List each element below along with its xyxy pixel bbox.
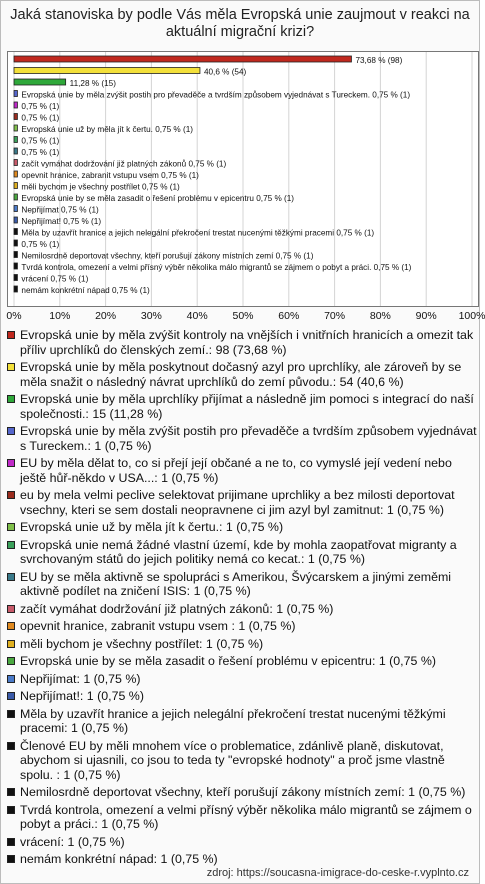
legend-label: Evropská unie nemá žádné vlastní území, kde by mohla zaopatřovat migranty a svrchovaným států do jejich politiky nemá co kecat.: 1 (0,75 %)	[20, 537, 457, 566]
legend-item	[7, 328, 477, 357]
bar-label: Evropská unie už by měla jít k čertu. 0,75 % (1)	[21, 125, 193, 134]
bar	[14, 194, 17, 200]
x-tick-label: 100%	[458, 310, 485, 322]
legend-swatch	[7, 675, 15, 683]
legend-label: opevnit hranice, zabranit vstupu vsem : 1 (0,75 %)	[20, 619, 296, 633]
legend-item	[7, 672, 477, 687]
bar-label: 0,75 % (1)	[21, 136, 60, 146]
x-tick-label: 60%	[278, 310, 300, 322]
bar-label: 0,75 % (1)	[21, 240, 60, 249]
legend-swatch	[7, 788, 15, 796]
bar-label: Nepřijímat 0,75 % (1)	[21, 205, 99, 215]
legend-item	[7, 360, 477, 389]
bar-label: Měla by uzavřít hranice a jejich nelegální překročení trestat nucenými těžkými pracemi 0,75 % (1)	[21, 228, 375, 238]
bar	[14, 148, 17, 154]
bar-label: Tvrdá kontrola, omezení a velmi přísný výběr několika málo migrantů se zájmem o pobyt a práci. 0,75 % (1)	[21, 263, 412, 272]
legend-label: vrácení: 1 (0,75 %)	[20, 834, 125, 849]
chart-legend	[7, 328, 477, 870]
legend-item	[7, 852, 477, 867]
x-tick-label: 50%	[232, 310, 254, 322]
legend-swatch	[7, 640, 15, 648]
bar-label: Evropská unie by měla zvýšit postih pro převaděče a tvrdším způsobem vyjednávat s Tureckem. 0,75 % (1)	[21, 90, 411, 100]
legend-swatch	[7, 605, 15, 613]
legend-label: Nemilosrdně deportovat všechny, kteří porušují zákony místních zemí: 1 (0,75 %)	[20, 785, 466, 799]
legend-label: měli bychom je všechny postřílet: 1 (0,75 %)	[20, 636, 264, 651]
legend-label: Evropská unie by měla zvýšit postih pro převaděče a tvrdším způsobem vyjednávat s Tureckem.: 1 (0,75 %)	[20, 424, 477, 453]
x-tick-label: 80%	[369, 310, 391, 322]
bar	[14, 171, 17, 177]
source-credit: zdroj: https://soucasna-imigrace-do-ceske-r.vyplnto.cz	[206, 867, 469, 879]
legend-item	[7, 637, 477, 652]
bar	[14, 68, 200, 74]
x-tick-label: 0%	[6, 310, 22, 322]
legend-label: EU by měla dělat to, co si přejí její občané a ne to, co vymyslé její vedení nebo ještě hůř-někdo v USA...: 1 (0,75 %)	[20, 456, 452, 485]
legend-swatch	[7, 622, 15, 630]
x-tick-label: 70%	[324, 310, 346, 322]
legend-swatch	[7, 742, 15, 750]
bar-label: 11,28 % (15)	[69, 79, 116, 88]
bar-label: 0,75 % (1)	[21, 113, 60, 123]
bar-label: 73,68 % (98)	[355, 56, 403, 65]
legend-label: nemám konkrétní nápad: 1 (0,75 %)	[20, 852, 218, 866]
bar-label: nemám konkrétní nápad 0,75 % (1)	[21, 286, 150, 295]
plot-area	[7, 51, 479, 307]
legend-swatch	[7, 427, 15, 435]
bar-label: Nemilosrdně deportovat všechny, kteří porušují zákony místních zemí 0,75 % (1)	[21, 251, 314, 261]
legend-swatch	[7, 491, 15, 499]
bar	[14, 137, 17, 143]
bar-label: měli bychom je všechny postřílet 0,75 % (1)	[21, 182, 180, 192]
bar	[14, 263, 17, 269]
legend-item	[7, 456, 477, 485]
legend-swatch	[7, 541, 15, 549]
legend-label: Evropská unie by se měla zasadit o řešení problému v epicentru: 1 (0,75 %)	[20, 654, 436, 668]
legend-swatch	[7, 838, 15, 846]
bar-label: Evropská unie by se měla zasadit o řešení problému v epicentru 0,75 % (1)	[21, 194, 295, 203]
legend-label: Evropská unie by měla uprchlíky přijímat a následně jim pomoci s integrací do naší společnosti.: 15 (11,28 %)	[20, 392, 474, 421]
legend-item	[7, 689, 477, 704]
legend-label: Tvrdá kontrola, omezení a velmi přísný výběr několika málo migrantů se zájmem o pobyt a práci.: 1 (0,75 %)	[20, 802, 472, 831]
x-axis-tick-labels	[1, 310, 485, 324]
bar	[14, 160, 17, 166]
bar	[14, 206, 17, 212]
legend-label: Nepřijímat: 1 (0,75 %)	[20, 671, 141, 686]
legend-label: Evropská unie by měla poskytnout dočasný azyl pro uprchlíky, ale zároveň by se měla snažit o následný návrat uprchlíků do zemí původu.: 54 (40,6 %)	[20, 360, 462, 389]
legend-item	[7, 803, 477, 832]
legend-swatch	[7, 710, 15, 718]
legend-swatch	[7, 363, 15, 371]
bar	[14, 286, 17, 292]
bar	[14, 91, 17, 97]
bar	[14, 102, 17, 108]
legend-swatch	[7, 459, 15, 467]
bar	[14, 229, 17, 235]
bar-label: 0,75 % (1)	[21, 102, 60, 111]
legend-swatch	[7, 331, 15, 339]
legend-item	[7, 538, 477, 567]
x-tick-label: 40%	[186, 310, 208, 322]
legend-item	[7, 520, 477, 535]
legend-label: Měla by uzavřít hranice a jejich nelegální překročení trestat nucenými těžkými pracemi: 1 (0,75 %)	[20, 706, 446, 735]
legend-label: Evropská unie už by měla jít k čertu.: 1 (0,75 %)	[20, 520, 284, 534]
legend-label: Členové EU by měli mnohem více o problematice, zdánlivě planě, diskutovat, abychom si ujasnili, co jsou to teda ty "evropské hodnoty" a proč jsme vlastně spolu. : 1 (0,75 %)	[20, 738, 445, 782]
legend-item	[7, 654, 477, 669]
bar	[14, 217, 17, 223]
legend-item	[7, 602, 477, 617]
x-tick-label: 90%	[415, 310, 437, 322]
bar-label: 40,6 % (54)	[203, 67, 247, 77]
bar	[14, 275, 17, 281]
legend-swatch	[7, 692, 15, 700]
legend-label: Nepřijímat!: 1 (0,75 %)	[20, 689, 144, 703]
bar	[14, 79, 66, 85]
bar	[14, 252, 17, 258]
legend-item	[7, 785, 477, 800]
chart-title: Jaká stanoviska by podle Vás měla Evropská unie zaujmout v reakci na aktuální migrační krizi?	[10, 7, 470, 40]
legend-label: začít vymáhat dodržování již platných zákonů: 1 (0,75 %)	[20, 601, 334, 616]
x-tick-label: 20%	[95, 310, 117, 322]
bar-label: opevnit hranice, zabranit vstupu vsem 0,75 % (1)	[21, 171, 199, 180]
legend-item	[7, 739, 477, 783]
legend-item	[7, 570, 477, 599]
legend-item	[7, 619, 477, 634]
legend-item	[7, 392, 477, 421]
legend-swatch	[7, 806, 15, 814]
bar	[14, 125, 17, 131]
legend-swatch	[7, 855, 15, 863]
legend-swatch	[7, 395, 15, 403]
bar-label: Nepřijímat! 0,75 % (1)	[21, 217, 102, 226]
legend-item	[7, 488, 477, 517]
legend-label: EU by se měla aktivně se spolupráci s Amerikou, Švýcarskem a jinými zeměmi aktivně podílet na zničení ISIS: 1 (0,75 %)	[20, 569, 452, 598]
legend-item	[7, 835, 477, 850]
legend-item	[7, 424, 477, 453]
bar-label: začít vymáhat dodržování již platných zákonů 0,75 % (1)	[21, 159, 227, 169]
bar-label: 0,75 % (1)	[21, 148, 60, 157]
legend-swatch	[7, 573, 15, 581]
bar	[14, 114, 17, 120]
bar-chart-svg	[8, 52, 478, 306]
legend-swatch	[7, 657, 15, 665]
legend-swatch	[7, 523, 15, 531]
bar-label: vrácení 0,75 % (1)	[21, 274, 89, 284]
x-tick-label: 30%	[140, 310, 162, 322]
bar	[14, 240, 17, 246]
legend-label: eu by mela velmi peclive selektovat prijimane uprchliky a bez milosti deportovat vsechny, kteri se sem dostali neopravnene ci jim azyl byl zamitnut: 1 (0,75 %)	[20, 488, 455, 517]
bar	[14, 56, 351, 62]
legend-item	[7, 707, 477, 736]
legend-label: Evropská unie by měla zvýšit kontroly na vnějších i vnitřních hranicích a omezit tak příliv uprchlíků do členských zemí.: 98 (73,68 %)	[20, 328, 474, 357]
x-tick-label: 10%	[49, 310, 71, 322]
bar	[14, 183, 17, 189]
